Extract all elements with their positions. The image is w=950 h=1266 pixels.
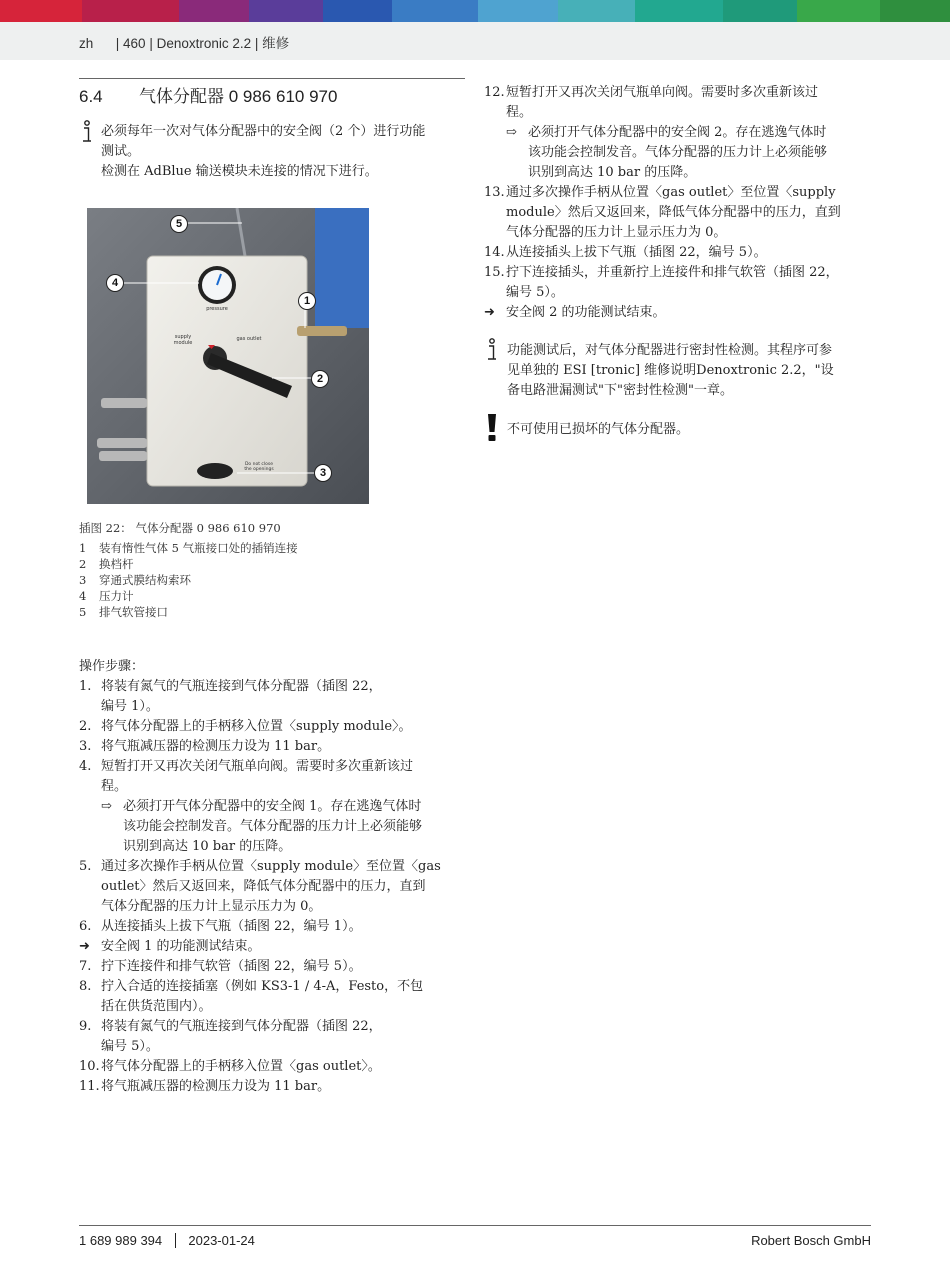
procedure-step: [79, 757, 465, 797]
step-hint: [484, 123, 874, 183]
stripe-segment: [392, 0, 478, 22]
step-line: 安全阀 1 的功能测试结束。: [101, 939, 261, 954]
legend-text: 压力计: [99, 589, 134, 603]
procedure-step: [484, 243, 874, 263]
step-text: [101, 857, 465, 917]
step-line: 短暂打开又再次关闭气瓶单向阀。需要时多次重新该过: [101, 759, 414, 774]
stripe-segment: [797, 0, 879, 22]
gas-distributor-photo: [87, 208, 369, 504]
note-annual-test: [101, 122, 471, 182]
step-number: 5.: [79, 859, 92, 874]
step-number: 13.: [484, 185, 505, 200]
legend-number: 1: [79, 541, 87, 555]
legend-number: 2: [79, 557, 87, 571]
callout-2: 2: [311, 370, 329, 388]
legend-text: 装有惰性气体 5 气瓶接口处的插销连接: [99, 541, 298, 555]
step-line: 必须打开气体分配器中的安全阀 1。存在逃逸气体时: [123, 799, 422, 814]
procedure-step: [484, 183, 874, 243]
step-number: 12.: [484, 85, 505, 100]
stripe-segment: [323, 0, 391, 22]
step-line: 将气瓶减压器的检测压力设为 11 bar。: [101, 739, 331, 754]
step-line: 将气瓶减压器的检测压力设为 11 bar。: [101, 1079, 331, 1094]
section-number: 6.4: [79, 87, 103, 106]
step-line: 程。: [506, 105, 533, 120]
step-line: 必须打开气体分配器中的安全阀 2。存在逃逸气体时: [528, 125, 827, 140]
step-line: 该功能会控制发音。气体分配器的压力计上必须能够: [123, 819, 423, 834]
exclamation-icon: [486, 414, 498, 442]
step-line: 拧下连接件和排气软管（插图 22，编号 5）。: [101, 959, 362, 974]
step-line: 程。: [101, 779, 128, 794]
step-line: 拧入合适的连接插塞（例如 KS3-1 / 4-A，Festo，不包: [101, 979, 424, 994]
callout-5: 5: [170, 215, 188, 233]
header-product: Denoxtronic 2.2: [156, 36, 252, 51]
step-number: 14.: [484, 245, 505, 260]
step-text: [101, 757, 465, 797]
procedure-step: [79, 977, 465, 1017]
result-arrow-icon: ➜: [79, 939, 90, 954]
right-column: [484, 83, 874, 323]
gas-outlet-label: gas outlet: [236, 336, 262, 342]
step-line: 通过多次操作手柄从位置〈supply module〉至位置〈gas: [101, 859, 441, 874]
stripe-segment: [82, 0, 178, 22]
step-line: outlet〉然后又返回来，降低气体分配器中的压力，直到: [101, 879, 426, 894]
header-lang: zh: [79, 36, 94, 51]
step-line: 括在供货范围内）。: [101, 999, 212, 1014]
step-text: [506, 243, 874, 263]
legend-item: [79, 588, 298, 604]
step-number: 1.: [79, 679, 92, 694]
result-line: [79, 937, 465, 957]
stripe-segment: [478, 0, 558, 22]
callout-4: 4: [106, 274, 124, 292]
step-line: 将装有氮气的气瓶连接到气体分配器（插图 22，: [101, 1019, 382, 1034]
step-number: 15.: [484, 265, 505, 280]
step-number: 6.: [79, 919, 92, 934]
step-text: [101, 977, 465, 1017]
supply-label-line2: module: [173, 340, 193, 346]
header-chapter: 维修: [262, 36, 290, 51]
step-text: [101, 677, 465, 717]
procedure-step: [484, 263, 874, 303]
footer-rule: [79, 1225, 871, 1226]
footer-doc-number: 1 689 989 394: [79, 1233, 163, 1248]
procedure-step: [79, 1057, 465, 1077]
openings-label: [244, 461, 274, 472]
header-page-number: 460: [123, 36, 146, 51]
page-header: [0, 22, 950, 60]
procedure-step: [79, 917, 465, 937]
procedure-steps-right: [484, 83, 874, 323]
legend-text: 排气软管接口: [99, 605, 168, 619]
figure-legend: [79, 540, 298, 620]
hint-arrow-icon: ⇨: [506, 125, 517, 140]
step-text: [101, 1017, 465, 1057]
legend-text: 换档杆: [99, 557, 134, 571]
section-title-text: 气体分配器 0 986 610 970: [139, 87, 338, 106]
step-number: 10.: [79, 1059, 100, 1074]
step-line: 短暂打开又再次关闭气瓶单向阀。需要时多次重新该过: [506, 85, 819, 100]
openings-label-line1: Do not close: [244, 462, 274, 467]
stripe-segment: [723, 0, 797, 22]
step-text: [506, 83, 874, 123]
step-hint: [79, 797, 465, 857]
step-line: 该功能会控制发音。气体分配器的压力计上必须能够: [528, 145, 828, 160]
procedure-step: [484, 83, 874, 123]
step-line: 编号 5）。: [101, 1039, 159, 1054]
procedure-steps-left: [79, 677, 465, 1097]
step-number: 2.: [79, 719, 92, 734]
legend-number: 5: [79, 605, 87, 619]
brand-color-stripe: [0, 0, 950, 22]
step-text: [123, 797, 465, 857]
note-line: 备电路泄漏测试"下"密封性检测"一章。: [507, 383, 733, 398]
header-text: zh | 460 | Denoxtronic 2.2 | 维修: [79, 36, 290, 51]
openings-label-line2: the openings: [244, 467, 274, 472]
legend-number: 3: [79, 573, 87, 587]
note-line: 必须每年一次对气体分配器中的安全阀（2 个）进行功能: [101, 124, 426, 139]
footer-company: Robert Bosch GmbH: [751, 1233, 871, 1248]
footer-left: [79, 1233, 255, 1248]
step-number: 11.: [79, 1079, 100, 1094]
step-number: 7.: [79, 959, 92, 974]
step-line: 通过多次操作手柄从位置〈gas outlet〉至位置〈supply: [506, 185, 836, 200]
legend-item: [79, 556, 298, 572]
step-text: [528, 123, 874, 183]
step-line: 气体分配器的压力计上显示压力为 0。: [506, 225, 727, 240]
step-line: 从连接插头上拔下气瓶（插图 22，编号 1）。: [101, 919, 362, 934]
note-leak-test: [507, 341, 875, 401]
stripe-segment: [635, 0, 723, 22]
step-number: 4.: [79, 759, 92, 774]
step-text: [101, 1057, 465, 1077]
step-line: 将装有氮气的气瓶连接到气体分配器（插图 22，: [101, 679, 382, 694]
note-line: 功能测试后，对气体分配器进行密封性检测。其程序可参: [507, 343, 833, 358]
stripe-segment: [0, 0, 82, 22]
procedure-step: [79, 957, 465, 977]
supply-module-label: [174, 334, 193, 346]
stripe-segment: [179, 0, 249, 22]
info-icon: [485, 338, 499, 362]
section-rule: [79, 78, 465, 79]
stripe-segment: [558, 0, 634, 22]
step-text: [506, 263, 874, 303]
left-column: [79, 657, 465, 1097]
step-text: [101, 737, 465, 757]
stripe-segment: [880, 0, 950, 22]
step-line: 识别到高达 10 bar 的压降。: [528, 165, 697, 180]
step-text: [506, 303, 874, 323]
gas-distributor-illustration: [87, 208, 369, 504]
note-line: 测试。: [101, 144, 141, 159]
step-line: 拧下连接插头，并重新拧上连接件和排气软管（插图 22，: [506, 265, 839, 280]
legend-item: [79, 540, 298, 556]
procedure-step: [79, 737, 465, 757]
step-line: 安全阀 2 的功能测试结束。: [506, 305, 666, 320]
supply-label-line1: supply: [174, 334, 192, 340]
callout-3: 3: [314, 464, 332, 482]
legend-text: 穿通式膜结构索环: [99, 573, 191, 587]
step-number: 8.: [79, 979, 92, 994]
result-line: [484, 303, 874, 323]
step-text: [101, 717, 465, 737]
step-line: 编号 1）。: [101, 699, 159, 714]
stripe-segment: [249, 0, 323, 22]
procedure-step: [79, 717, 465, 737]
procedure-step: [79, 1017, 465, 1057]
procedure-step: [79, 677, 465, 717]
figure-caption: 插图 22： 气体分配器 0 986 610 970: [79, 521, 281, 535]
legend-number: 4: [79, 589, 87, 603]
procedure-step: [79, 857, 465, 917]
step-text: [506, 183, 874, 243]
hint-arrow-icon: ⇨: [101, 799, 112, 814]
step-line: 气体分配器的压力计上显示压力为 0。: [101, 899, 322, 914]
step-line: 将气体分配器上的手柄移入位置〈supply module〉。: [101, 719, 412, 734]
step-text: [101, 917, 465, 937]
step-number: 3.: [79, 739, 92, 754]
gauge-label: pressure: [206, 306, 228, 312]
footer-date: 2023-01-24: [188, 1233, 255, 1248]
step-line: 编号 5）。: [506, 285, 564, 300]
step-line: 识别到高达 10 bar 的压降。: [123, 839, 292, 854]
steps-heading: 操作步骤：: [79, 659, 145, 674]
note-line: 见单独的 ESI [tronic] 维修说明Denoxtronic 2.2，"设: [507, 363, 834, 378]
step-line: module〉然后又返回来，降低气体分配器中的压力，直到: [506, 205, 841, 220]
step-text: [101, 937, 465, 957]
procedure-step: [79, 1077, 465, 1097]
legend-item: [79, 604, 298, 620]
step-number: 9.: [79, 1019, 92, 1034]
step-text: [101, 957, 465, 977]
info-icon: [80, 120, 94, 144]
step-text: [101, 1077, 465, 1097]
result-arrow-icon: ➜: [484, 305, 495, 320]
step-line: 将气体分配器上的手柄移入位置〈gas outlet〉。: [101, 1059, 381, 1074]
step-line: 从连接插头上拔下气瓶（插图 22，编号 5）。: [506, 245, 767, 260]
callout-1: 1: [298, 292, 316, 310]
section-title: [79, 82, 337, 107]
warning-text: 不可使用已损坏的气体分配器。: [507, 422, 690, 437]
note-line: 检测在 AdBlue 输送模块未连接的情况下进行。: [101, 164, 378, 179]
legend-item: [79, 572, 298, 588]
